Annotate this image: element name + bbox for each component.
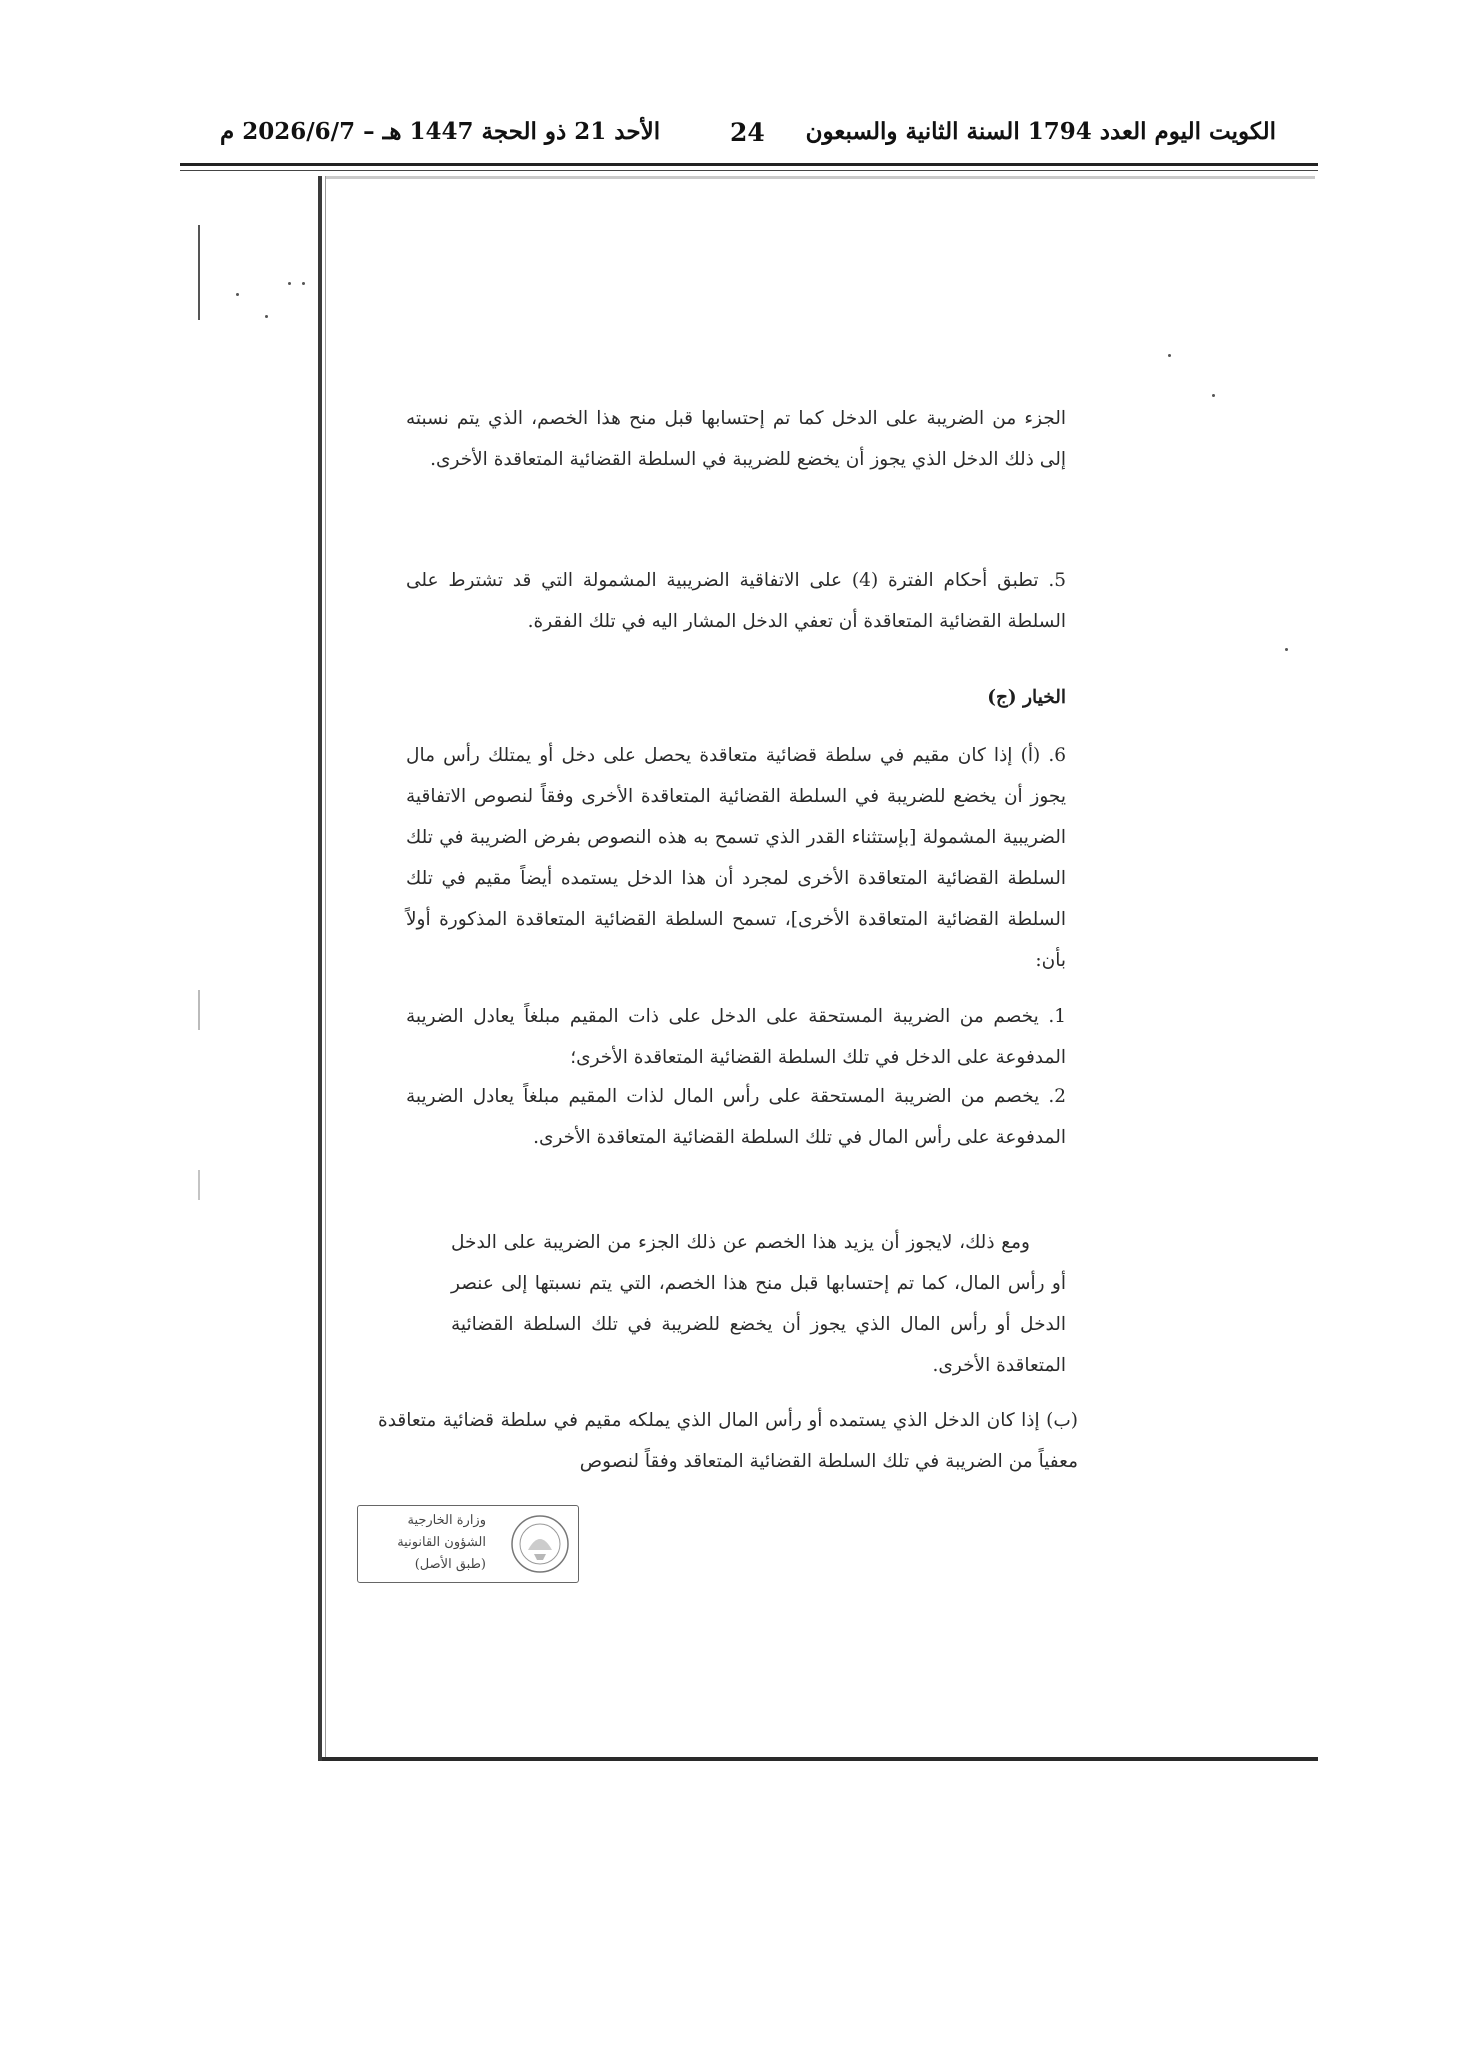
page-number: 24 <box>730 118 765 147</box>
stamp-line-true-copy: (طبق الأصل) <box>414 1557 486 1572</box>
margin-mark <box>198 990 200 1030</box>
list-item-2: 2. يخصم من الضريبة المستحقة على رأس المال لذات المقيم مبلغاً يعادل الضريبة المدفوعة على رأس المال في تلك السلطة القضائية المتعاقدة الأخرى. <box>406 1086 1066 1148</box>
gazette-date: الأحد 21 ذو الحجة 1447 هـ – 2026/6/7 م <box>220 118 661 145</box>
gazette-issue-info: الكويت اليوم العدد 1794 السنة الثانية والسبعون <box>805 118 1276 145</box>
margin-mark <box>198 1170 200 1200</box>
paragraph-continuation: الجزء من الضريبة على الدخل كما تم إحتسابها قبل منح هذا الخصم، الذي يتم نسبته إلى ذلك الدخل الذي يجوز أن يخضع للضريبة في السلطة القضائية المتعاقدة الأخرى. <box>406 408 1066 470</box>
scan-speck <box>265 315 268 318</box>
scan-speck <box>1285 648 1288 651</box>
header-rule-thin <box>180 170 1318 171</box>
stamp-line-legal-affairs: الشؤون القانونية <box>397 1535 486 1550</box>
stamp-line-ministry: وزارة الخارجية <box>407 1513 486 1528</box>
paragraph-6b: (ب) إذا كان الدخل الذي يستمده أو رأس المال الذي يملكه مقيم في سلطة قضائية متعاقدة معفياً من الضريبة في تلك السلطة القضائية المتعاقد وفقاً لنصوص <box>378 1410 1078 1472</box>
scan-speck <box>288 282 291 285</box>
scan-speck <box>302 282 305 285</box>
scan-speck <box>1168 354 1171 357</box>
page-header <box>0 118 1476 158</box>
scan-speck <box>236 293 239 296</box>
scan-speck <box>1212 394 1215 397</box>
paragraph-however: ومع ذلك، لايجوز أن يزيد هذا الخصم عن ذلك الجزء من الضريبة على الدخل أو رأس المال، كما تم إحتسابها قبل منح هذا الخصم، التي يتم نسبتها إلى عنصر الدخل أو رأس المال الذي يجوز أن يخضع للضريبة في تلك السلطة القضائية المتعاقدة الأخرى. <box>451 1232 1066 1376</box>
list-item-1: 1. يخصم من الضريبة المستحقة على الدخل على ذات المقيم مبلغاً يعادل الضريبة المدفوعة على الدخل في تلك السلطة القضائية المتعاقدة الأخرى؛ <box>406 1006 1066 1068</box>
emblem-icon <box>508 1512 572 1576</box>
paragraph-5: 5. تطبق أحكام الفترة (4) على الاتفاقية الضريبية المشمولة التي قد تشترط على السلطة القضائية المتعاقدة أن تعفي الدخل المشار اليه في تلك الفقرة. <box>406 570 1066 632</box>
scan-top-edge <box>325 176 1315 179</box>
margin-mark <box>198 225 200 320</box>
header-rule-thick <box>180 163 1318 166</box>
scan-left-edge-inner <box>325 176 326 1761</box>
option-c-heading: الخيار (ج) <box>987 687 1066 708</box>
scan-bottom-edge <box>322 1757 1318 1761</box>
paragraph-6a: 6. (أ) إذا كان مقيم في سلطة قضائية متعاقدة يحصل على دخل أو يمتلك رأس مال يجوز أن يخضع للضريبة في السلطة القضائية المتعاقدة الأخرى وفقاً لنصوص الاتفاقية الضريبية المشمولة [بإستثناء القدر الذي تسمح به هذه النصوص بفرض الضريبة في تلك السلطة القضائية المتعاقدة الأخرى لمجرد أن هذا الدخل يستمده أيضاً مقيم في تلك السلطة القضائية المتعاقدة الأخرى]، تسمح السلطة القضائية المتعاقدة المذكورة أولاً بأن: <box>406 745 1066 971</box>
ministry-certification-stamp <box>357 1505 579 1583</box>
scan-left-edge <box>318 176 322 1761</box>
